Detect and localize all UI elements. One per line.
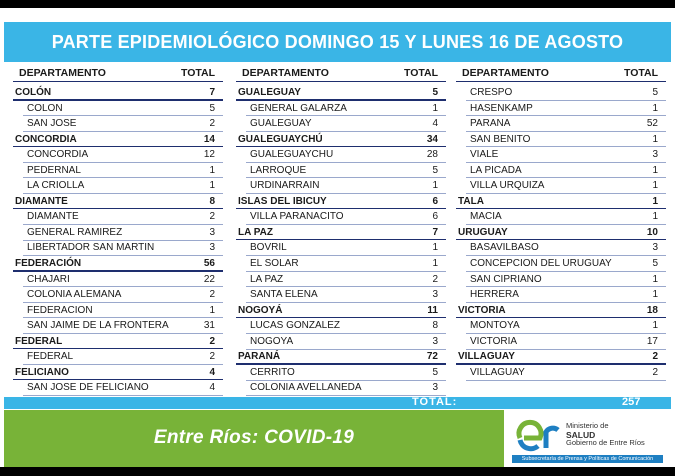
department-row	[456, 349, 666, 365]
table-column-3	[456, 64, 666, 380]
department-row	[456, 194, 666, 210]
row-name: URDINARRAIN	[250, 180, 320, 192]
row-name: URUGUAY	[458, 226, 508, 238]
row-name: GUALEGUAYCHÚ	[238, 133, 323, 145]
row-name: PARANA	[470, 118, 511, 130]
row-name: CHAJARI	[27, 273, 70, 285]
rows	[13, 85, 223, 396]
row-name: CONCORDIA	[27, 149, 89, 161]
locality-row	[456, 147, 666, 163]
logo-line-2: SALUD	[566, 429, 596, 440]
locality-row	[13, 380, 223, 396]
row-total: 22	[203, 273, 215, 285]
row-total: 1	[652, 102, 658, 114]
row-total: 2	[209, 289, 215, 301]
row-name: FEDERACIÓN	[15, 258, 82, 270]
locality-row	[236, 256, 446, 272]
locality-row	[13, 318, 223, 334]
row-total: 1	[652, 211, 658, 223]
row-total: 17	[646, 335, 658, 347]
row-total: 7	[209, 87, 215, 98]
locality-row	[236, 272, 446, 288]
report-card	[0, 8, 675, 467]
row-total: 3	[432, 289, 438, 301]
row-total: 5	[432, 164, 438, 176]
row-name: VICTORIA	[470, 335, 518, 347]
report-title: PARTE EPIDEMIOLÓGICO DOMINGO 15 Y LUNES 16 DE AGOSTO	[4, 22, 671, 62]
row-total: 31	[203, 320, 215, 332]
footer-text: Entre Ríos: COVID-19	[153, 427, 355, 448]
row-name: LA PAZ	[238, 226, 273, 238]
row-name: VILLA URQUIZA	[470, 180, 545, 192]
row-total: 5	[209, 102, 215, 114]
locality-row	[456, 116, 666, 132]
row-name: PEDERNAL	[27, 164, 81, 176]
row-name: MONTOYA	[470, 320, 520, 332]
row-total: 1	[432, 258, 438, 270]
row-name: CRESPO	[470, 87, 513, 98]
row-name: VICTORIA	[458, 304, 506, 316]
locality-row	[236, 365, 446, 381]
row-total: 2	[652, 366, 658, 378]
locality-row	[236, 380, 446, 396]
department-row	[236, 303, 446, 319]
row-name: GUALEGUAYCHU	[250, 149, 334, 161]
column-header	[13, 64, 223, 82]
row-total: 1	[432, 102, 438, 114]
row-total: 5	[652, 87, 658, 98]
row-total: 1	[209, 304, 215, 316]
department-row	[456, 225, 666, 241]
header-departamento: DEPARTAMENTO	[242, 67, 329, 79]
row-name: HASENKAMP	[470, 102, 533, 114]
department-row	[13, 85, 223, 101]
department-row	[456, 303, 666, 319]
row-name: CONCEPCION DEL URUGUAY	[470, 258, 612, 270]
row-name: NOGOYA	[250, 335, 294, 347]
row-total: 72	[426, 351, 438, 363]
row-name: MACIA	[470, 211, 502, 223]
row-name: DIAMANTE	[15, 195, 68, 207]
row-name: FEDERACION	[27, 304, 93, 316]
row-name: VILLA PARANACITO	[250, 211, 344, 223]
locality-row	[456, 334, 666, 350]
row-name: COLÓN	[15, 87, 52, 98]
locality-row	[236, 209, 446, 225]
row-total: 8	[432, 320, 438, 332]
locality-row	[236, 287, 446, 303]
row-name: VILLAGUAY	[458, 351, 515, 363]
row-total: 7	[432, 226, 438, 238]
locality-row	[456, 272, 666, 288]
locality-row	[236, 163, 446, 179]
row-total: 5	[432, 87, 438, 98]
locality-row	[13, 287, 223, 303]
total-bar	[4, 397, 671, 409]
row-total: 6	[432, 195, 438, 207]
row-name: SAN JOSE DE FELICIANO	[27, 382, 149, 394]
locality-row	[456, 163, 666, 179]
row-name: VILLAGUAY	[470, 366, 525, 378]
department-row	[236, 132, 446, 148]
locality-row	[13, 147, 223, 163]
total-label: TOTAL:	[412, 396, 458, 408]
row-total: 4	[209, 366, 215, 378]
row-name: FEDERAL	[27, 351, 74, 363]
department-row	[13, 132, 223, 148]
row-total: 34	[426, 133, 438, 145]
locality-row	[236, 318, 446, 334]
row-total: 52	[646, 118, 658, 130]
locality-row	[456, 101, 666, 117]
row-total: 5	[432, 366, 438, 378]
table-column-1	[13, 64, 223, 396]
er-logo-icon	[514, 418, 562, 452]
row-total: 2	[209, 211, 215, 223]
row-total: 2	[209, 335, 215, 347]
row-total: 1	[432, 242, 438, 254]
row-total: 14	[203, 133, 215, 145]
locality-row	[456, 209, 666, 225]
locality-row	[456, 132, 666, 148]
row-total: 4	[432, 118, 438, 130]
department-row	[236, 225, 446, 241]
ministry-logo	[504, 410, 671, 467]
locality-row	[456, 178, 666, 194]
locality-row	[13, 209, 223, 225]
row-total: 3	[652, 242, 658, 254]
column-header	[456, 64, 666, 82]
logo-line-1: Ministerio de	[566, 421, 609, 430]
locality-row	[13, 116, 223, 132]
row-name: GUALEGUAY	[250, 118, 312, 130]
locality-row	[13, 225, 223, 241]
row-total: 18	[646, 304, 658, 316]
locality-row	[456, 240, 666, 256]
logo-text	[566, 422, 645, 448]
row-name: LA CRIOLLA	[27, 180, 85, 192]
row-name: SANTA ELENA	[250, 289, 318, 301]
row-name: HERRERA	[470, 289, 519, 301]
row-name: FELICIANO	[15, 366, 69, 378]
row-total: 1	[652, 164, 658, 176]
row-name: CONCORDIA	[15, 133, 77, 145]
locality-row	[13, 101, 223, 117]
locality-row	[456, 85, 666, 101]
row-total: 2	[209, 118, 215, 130]
table-column-2	[236, 64, 446, 396]
row-total: 1	[209, 164, 215, 176]
row-name: LUCAS GONZALEZ	[250, 320, 341, 332]
department-row	[13, 194, 223, 210]
row-total: 5	[652, 258, 658, 270]
row-name: BASAVILBASO	[470, 242, 539, 254]
locality-row	[456, 318, 666, 334]
row-name: LA PICADA	[470, 164, 522, 176]
row-total: 3	[209, 242, 215, 254]
row-name: GENERAL RAMIREZ	[27, 226, 123, 238]
row-name: TALA	[458, 195, 484, 207]
locality-row	[13, 303, 223, 319]
row-total: 1	[652, 289, 658, 301]
department-row	[236, 194, 446, 210]
locality-row	[456, 365, 666, 381]
row-total: 56	[203, 258, 215, 270]
row-name: NOGOYÁ	[238, 304, 283, 316]
header-departamento: DEPARTAMENTO	[462, 67, 549, 79]
logo-band: Subsecretaría de Prensa y Políticas de Comunicación	[512, 455, 663, 463]
row-name: VIALE	[470, 149, 499, 161]
footer-banner	[4, 410, 504, 467]
row-total: 2	[432, 273, 438, 285]
locality-row	[236, 240, 446, 256]
row-name: COLON	[27, 102, 63, 114]
row-total: 1	[652, 195, 658, 207]
locality-row	[236, 147, 446, 163]
row-total: 1	[209, 180, 215, 192]
column-header	[236, 64, 446, 82]
locality-row	[13, 349, 223, 365]
department-row	[236, 85, 446, 101]
row-total: 1	[652, 320, 658, 332]
row-total: 4	[209, 382, 215, 394]
row-name: GENERAL GALARZA	[250, 102, 347, 114]
row-total: 1	[652, 133, 658, 145]
row-name: BOVRIL	[250, 242, 287, 254]
row-total: 1	[432, 180, 438, 192]
header-total: TOTAL	[180, 67, 215, 79]
row-total: 3	[432, 382, 438, 394]
row-name: LA PAZ	[250, 273, 284, 285]
rows	[456, 85, 666, 380]
department-row	[13, 365, 223, 381]
header-total: TOTAL	[623, 67, 658, 79]
row-name: DIAMANTE	[27, 211, 79, 223]
locality-row	[13, 178, 223, 194]
row-name: LARROQUE	[250, 164, 307, 176]
row-name: EL SOLAR	[250, 258, 299, 270]
row-name: SAN BENITO	[470, 133, 531, 145]
row-total: 6	[432, 211, 438, 223]
row-total: 2	[652, 351, 658, 363]
row-name: GUALEGUAY	[238, 87, 301, 98]
row-name: SAN JOSE	[27, 118, 77, 130]
row-name: LIBERTADOR SAN MARTIN	[27, 242, 155, 254]
locality-row	[13, 163, 223, 179]
row-total: 8	[209, 195, 215, 207]
locality-row	[236, 101, 446, 117]
row-name: CERRITO	[250, 366, 295, 378]
row-total: 1	[652, 180, 658, 192]
row-name: COLONIA AVELLANEDA	[250, 382, 362, 394]
locality-row	[236, 116, 446, 132]
department-row	[13, 256, 223, 272]
department-row	[13, 334, 223, 350]
locality-row	[13, 240, 223, 256]
row-total: 3	[652, 149, 658, 161]
logo-line-3: Gobierno de Entre Ríos	[566, 438, 645, 447]
row-name: SAN JAIME DE LA FRONTERA	[27, 320, 169, 332]
locality-row	[236, 178, 446, 194]
row-total: 2	[209, 351, 215, 363]
rows	[236, 85, 446, 396]
total-value: 257	[622, 396, 641, 408]
row-name: FEDERAL	[15, 335, 63, 347]
row-total: 3	[432, 335, 438, 347]
header-total: TOTAL	[403, 67, 438, 79]
footer	[4, 410, 671, 467]
row-name: ISLAS DEL IBICUY	[238, 195, 327, 207]
row-name: COLONIA ALEMANA	[27, 289, 122, 301]
row-total: 12	[203, 149, 215, 161]
locality-row	[456, 256, 666, 272]
locality-row	[236, 334, 446, 350]
header-departamento: DEPARTAMENTO	[19, 67, 106, 79]
row-total: 3	[209, 226, 215, 238]
row-total: 28	[426, 149, 438, 161]
row-name: PARANÁ	[238, 351, 281, 363]
row-total: 1	[652, 273, 658, 285]
locality-row	[13, 272, 223, 288]
department-row	[236, 349, 446, 365]
row-name: SAN CIPRIANO	[470, 273, 542, 285]
locality-row	[456, 287, 666, 303]
row-total: 11	[427, 304, 438, 316]
row-total: 10	[646, 226, 658, 238]
